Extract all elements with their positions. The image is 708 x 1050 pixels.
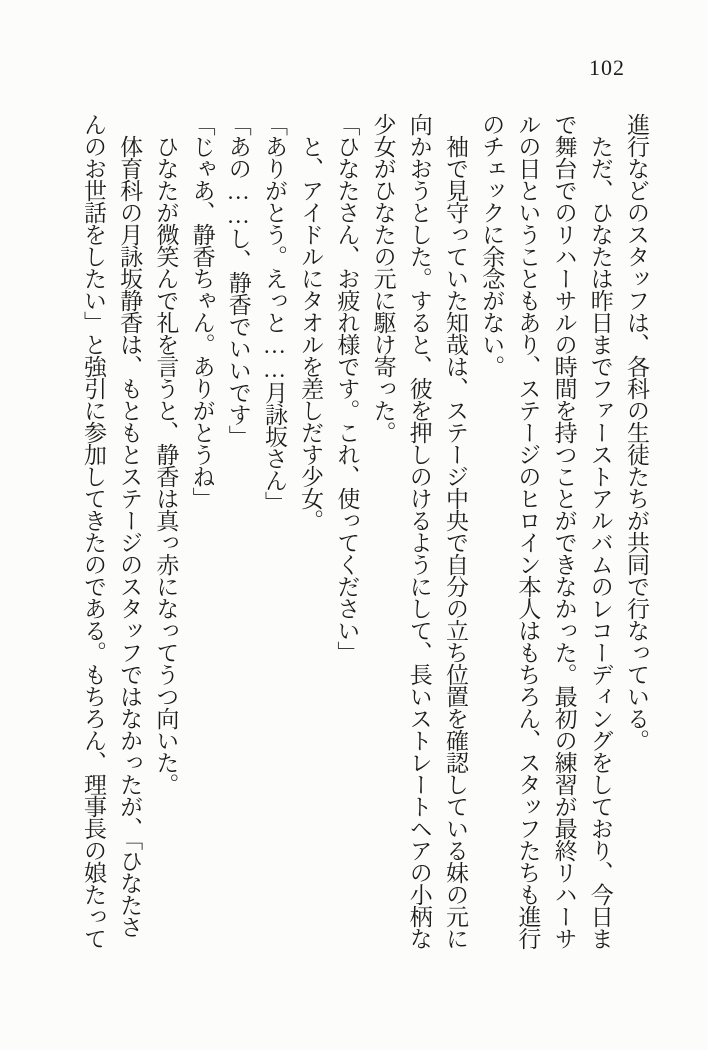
text-line-3: で舞台でのリハーサルの時間を持つことができなかった。最初の練習が最終リハーサ <box>551 113 577 949</box>
text-line-15: 体育科の月詠坂静香は、もともとステージのスタッフではなかったが、「ひなたさ <box>117 135 143 938</box>
text-line-9: 「ひなたさん、お疲れ様です。これ、使ってください」 <box>334 113 360 663</box>
text-line-5: のチェックに余念がない。 <box>479 113 505 377</box>
text-line-7: 向かおうとした。すると、彼を押しのけるようにして、長いストレートヘアの小柄な <box>406 113 432 949</box>
text-line-14: ひなたが微笑んで礼を言うと、静香は真っ赤になってうつ向いた。 <box>153 135 179 795</box>
text-line-8: 少女がひなたの元に駆け寄った。 <box>370 113 396 443</box>
text-line-4: ルの日ということもあり、ステージのヒロイン本人はもちろん、スタッフたちも進行 <box>515 113 541 949</box>
page-number: 102 <box>589 55 625 80</box>
text-block <box>75 113 654 953</box>
text-line-11: 「ありがとう。えっと……月詠坂さん」 <box>261 113 287 513</box>
text-line-1: 進行などのスタッフは、各科の生徒たちが共同で行なっている。 <box>624 113 649 751</box>
text-line-6: 袖で見守っていた知哉は、ステージ中央で自分の立ち位置を確認している妹の元に <box>442 135 468 949</box>
text-line-16: んのお世話をしたい」と強引に参加してきたのである。もちろん、理事長の娘たって <box>80 113 106 949</box>
text-line-12: 「あの……し、静香でいいです」 <box>225 113 251 447</box>
text-line-13: 「じゃあ、静香ちゃん。ありがとうね」 <box>189 113 215 509</box>
text-line-2: ただ、ひなたは昨日までファーストアルバムのレコーディングをしており、今日ま <box>587 135 613 949</box>
text-line-10: と、アイドルにタオルを差しだす少女。 <box>298 135 324 531</box>
